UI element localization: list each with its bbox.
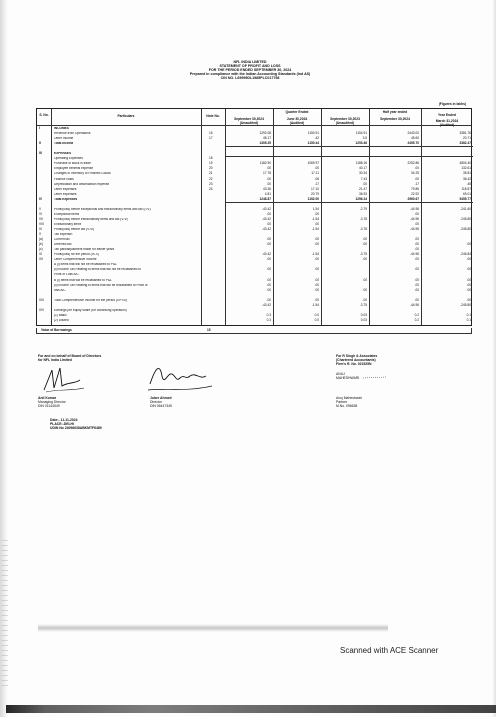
row-value: 30.34: [359, 171, 367, 176]
row-value: 0.2: [414, 317, 419, 322]
row-number: (c): [39, 247, 43, 252]
row-label: Other expenses: [54, 192, 77, 196]
row-value: -43.42: [261, 206, 271, 211]
row-value: .00: [466, 257, 471, 262]
row-label: Extraordinary items: [54, 222, 82, 226]
row-label: INCOMES: [54, 127, 69, 130]
col-particulars: Particulars: [117, 114, 135, 118]
row-value: -3.78: [359, 227, 367, 231]
auditor-name: Anuj Maheshwari: [336, 396, 363, 400]
row-value: 21.47: [359, 186, 367, 191]
row-number: III: [39, 151, 42, 156]
row-value: .00: [362, 277, 367, 282]
col-line: [51, 109, 52, 325]
row-note: 23: [209, 181, 213, 186]
row-value: 0.3: [266, 312, 271, 317]
col-y1: March 31,2024: [435, 119, 459, 123]
row-value: .00: [314, 267, 319, 272]
row-value: -43.42: [261, 227, 271, 231]
row-value: .00: [414, 267, 419, 272]
auditor-role: Partner: [336, 400, 348, 404]
row-value: -44.96: [409, 252, 419, 257]
row-label: (2) Diluted: [54, 318, 69, 322]
row-label: Total Expenses: [54, 197, 78, 201]
row-value: .00: [266, 257, 271, 262]
row-value: .00: [414, 297, 419, 302]
row-label: EXPENSES: [54, 152, 72, 156]
row-value: 20.71: [463, 136, 471, 141]
row-value: .00: [266, 277, 271, 282]
row-value: 35.81: [463, 171, 471, 176]
row-value: .00: [266, 287, 271, 292]
auditor-sign-line3: ANUJ: [336, 372, 345, 376]
row-label: Depreciation and amortization expense: [54, 182, 110, 186]
row-value: 4.81: [264, 191, 271, 196]
row-value: .00: [362, 181, 367, 186]
row-value: -245.80: [460, 227, 471, 231]
row-label: B (i) Items that will be reclassified to P&L: [54, 278, 112, 282]
row-number: VII: [39, 216, 43, 221]
row-value: .00: [314, 277, 319, 282]
row-value: -44.96: [409, 216, 419, 221]
scanner-watermark: Scanned with ACE Scanner: [340, 646, 439, 655]
row-value: 0.0: [314, 317, 319, 322]
row-value: 45.60: [411, 136, 419, 141]
row-value: .00: [314, 237, 319, 242]
row-value: .00: [266, 267, 271, 272]
row-value: 22.92: [411, 191, 419, 196]
scan-artifact-line: [38, 624, 388, 632]
row-value: .00: [466, 267, 471, 272]
row-value: -43.42: [261, 216, 271, 221]
row-value: 17.10: [311, 186, 319, 191]
col-note: Note No.: [206, 114, 220, 118]
row-value: .00: [314, 242, 319, 247]
md-din: DIN 01144549: [38, 404, 60, 408]
row-number: X: [39, 232, 42, 237]
sign-place: PLACE:-DELHI: [50, 422, 74, 426]
row-value: 1.54: [312, 206, 319, 211]
row-value: .00: [466, 287, 471, 292]
auditor-sign-line4: MAHESHWARI: [336, 376, 360, 380]
row-value: 1188.16: [355, 161, 367, 166]
row-value: .45: [466, 181, 471, 186]
row-value: 17.11: [311, 171, 319, 176]
row-value: 1253.46: [355, 141, 367, 146]
row-value: 5455.77: [459, 196, 471, 201]
row-value: -44.96: [409, 227, 419, 231]
row-value: .00: [266, 297, 271, 302]
row-value: 0.3: [266, 317, 271, 322]
row-value: -246.84: [460, 252, 471, 257]
col-line: [369, 109, 370, 325]
row-value: .00: [414, 247, 419, 252]
row-number: XII: [39, 257, 43, 262]
company-name: NFL INDIA LIMITED: [233, 60, 267, 64]
row-value: .00: [266, 211, 271, 216]
row-value: .00: [266, 166, 271, 171]
auditor-sub: (Chartered Accountants): [336, 358, 376, 362]
row-value: .00: [266, 221, 271, 226]
row-value: .00: [414, 237, 419, 242]
row-value: 79.86: [411, 186, 419, 191]
row-note: 16: [209, 131, 213, 136]
row-number: (b): [39, 242, 43, 247]
row-value: 7.43: [360, 176, 367, 181]
row-value: 1150.91: [307, 131, 319, 136]
subtotal-rule: [225, 156, 473, 157]
row-value: 2560.67: [407, 196, 419, 201]
row-value: 0.0: [314, 312, 319, 317]
row-value: 1305.25: [259, 141, 271, 146]
row-label: Finance costs: [54, 177, 74, 181]
row-number: IX: [39, 227, 43, 231]
row-value: 1248.87: [259, 196, 271, 201]
auditor-for-line: For R Singh & Associates: [336, 354, 378, 358]
row-value: .00: [466, 277, 471, 282]
statement-title: STATEMENT OF PROFIT AND LOSS: [219, 64, 281, 68]
row-value: -43.42: [261, 302, 271, 307]
row-value: 2455.70: [407, 141, 419, 146]
row-label: Tax expense:: [54, 233, 73, 237]
signature-md: [38, 364, 88, 394]
row-label: Changes in inventory of Finished Goods: [54, 172, 111, 176]
row-value: -3.78: [359, 216, 367, 221]
row-value: .00: [266, 242, 271, 247]
row-value: 4804.40: [459, 161, 471, 166]
row-value: .00: [314, 221, 319, 226]
row-value: 132.61: [461, 166, 471, 171]
row-label: Other Income: [54, 137, 74, 141]
md-name: Anil Kumar: [38, 396, 57, 400]
row-label: Other Comprehensive Income: [54, 258, 97, 262]
row-value: 0.2: [414, 312, 419, 317]
col-quarter-group: Quarter Ended: [285, 110, 309, 114]
row-value: .00: [362, 257, 367, 262]
row-value: .00: [266, 237, 271, 242]
row-value: .17: [314, 181, 319, 186]
row-label: (ii) Income Tax Relating to items that will be reclassified to Profit or: [54, 283, 148, 287]
row-value: .00: [414, 176, 419, 181]
row-value: 1152.00: [307, 196, 319, 201]
row-note: 18: [209, 156, 213, 161]
col-sno: S. No.: [39, 113, 49, 117]
row-number: IV: [39, 196, 43, 201]
row-value: 1150.44: [307, 141, 319, 146]
row-value: -44.96: [409, 206, 419, 211]
row-value: 17.78: [263, 171, 271, 176]
director-name: Juber Ahmed: [150, 396, 172, 400]
row-value: .00: [414, 242, 419, 247]
row-value: 43.36: [263, 186, 271, 191]
col-line: [225, 109, 226, 325]
row-value: .17: [414, 181, 419, 186]
row-label: Profit/(loss) before tax (V-VI): [54, 228, 95, 231]
row-number: VI: [39, 211, 43, 216]
row-number: VIII: [39, 221, 44, 226]
financial-statement: [28, 52, 472, 442]
row-value: 69.01: [463, 191, 471, 196]
col-q1: September 30,2024: [234, 117, 264, 121]
row-label: Deferred tax: [54, 243, 72, 247]
row-value: -245.80: [460, 302, 471, 307]
row-value: 3.5: [362, 136, 367, 141]
row-value: -1.54: [311, 216, 319, 221]
row-value: .00: [314, 257, 319, 262]
row-value: -245.80: [460, 216, 471, 221]
row-value: 0.1: [466, 312, 471, 317]
row-label: Profit/(loss) before exceptional and extraordinary items and tax (I-IV): [54, 207, 151, 211]
row-value: 0.1: [466, 317, 471, 322]
row-value: .00: [414, 277, 419, 282]
row-value: -44.96: [409, 302, 419, 307]
row-value: .00: [466, 242, 471, 247]
header-rule: [37, 125, 471, 126]
md-role: Managing Director: [38, 400, 66, 404]
row-value: 45.17: [263, 136, 271, 141]
row-number: II: [39, 141, 41, 146]
page-right-edge: [492, 0, 496, 717]
row-value: 1292.08: [259, 131, 271, 136]
row-value: 3382.47: [459, 141, 471, 146]
sign-date: Date:- 11-11-2024: [50, 418, 78, 422]
row-value: 3381.76: [459, 131, 471, 136]
row-label: loss A/C: [54, 288, 66, 292]
row-label: Operating Expenses: [54, 157, 83, 161]
row-value: .00: [362, 242, 367, 247]
row-value: -241.60: [460, 206, 471, 211]
row-value: .00: [414, 282, 419, 287]
row-value: .00: [314, 297, 319, 302]
row-value: -2.79: [359, 206, 367, 211]
row-label: Employee benefits expense: [54, 167, 94, 171]
row-value: -1.54: [311, 302, 319, 307]
row-number: I: [39, 126, 40, 130]
row-value: 20.79: [311, 191, 319, 196]
borrowings-label: Value of Borrowings: [41, 328, 72, 332]
row-value: 36.93: [359, 191, 367, 196]
row-value: .00: [466, 297, 471, 302]
row-value: 36.42: [463, 176, 471, 181]
col-half-group: Half year ended: [382, 110, 408, 114]
row-number: XI: [39, 252, 43, 257]
row-value: .06: [314, 176, 319, 181]
col-line: [321, 109, 322, 325]
row-value: .00: [362, 297, 367, 302]
row-note: 19: [209, 161, 213, 166]
row-value: 1256.24: [355, 196, 367, 201]
row-value: .00: [266, 282, 271, 287]
col-y1-sub: (Audited): [439, 123, 455, 127]
row-value: 118.57: [461, 186, 471, 191]
board-for-line: For and on behalf of Board of Directors: [38, 354, 102, 358]
borrowings-row: [36, 328, 472, 334]
scan-bottom-stripe: [6, 705, 496, 713]
row-label: A (i) Items that will not be reclassified to P&L: [54, 263, 117, 267]
row-value: 1182.90: [259, 161, 271, 166]
row-value: .00: [266, 181, 271, 186]
director-din: DIN 06447345: [150, 404, 172, 408]
row-label: Tax paid/adjustment made for earlier years: [54, 248, 115, 252]
row-number: XIV: [39, 307, 45, 312]
row-value: .00: [266, 176, 271, 181]
row-value: .00: [414, 211, 419, 216]
row-value: .00: [362, 287, 367, 292]
row-label: (ii) Income Tax Relating to items that will not be reclassified to: [54, 268, 141, 272]
subtotal-rule: [225, 202, 473, 203]
digital-signature-mark: [362, 372, 388, 382]
row-value: .00: [362, 237, 367, 242]
borrowings-value: 15: [207, 328, 211, 332]
board-company: for NFL India Limited: [38, 358, 72, 362]
row-label: Profit or Loss A/C: [54, 273, 79, 277]
row-value: -1.54: [311, 252, 319, 257]
row-value: -1.54: [311, 227, 319, 231]
row-label: Exceptional Items: [54, 212, 80, 216]
row-value: 1154.91: [355, 131, 367, 136]
row-label: Profit/(loss) for the period (IX-X): [54, 253, 99, 257]
col-q3: September 30,2023: [330, 117, 360, 121]
col-q2: June 30,2024: [286, 117, 308, 121]
row-label: Earnings per equity share (for continuing operation): [54, 308, 127, 312]
col-q1-sub: (Unaudited): [239, 121, 259, 125]
row-note: 24: [209, 186, 213, 191]
auditor-frn: Firm's R. No. 021525N: [336, 362, 372, 366]
signature-block: [28, 352, 472, 442]
col-q3-sub: (Unaudited): [335, 121, 355, 125]
udin: UDIN No 24096638ABKMTF6489: [50, 426, 102, 430]
pl-table: [36, 108, 472, 326]
row-label: Revenue from Operations: [54, 132, 91, 136]
row-value: .00: [314, 211, 319, 216]
row-label: Other expenses: [54, 187, 77, 191]
row-value: 34.25: [411, 171, 419, 176]
row-value: 0.03: [360, 317, 367, 322]
row-value: .42: [314, 136, 319, 141]
row-note: 22: [209, 176, 213, 181]
row-label: Total Income: [54, 142, 74, 146]
row-value: .00: [414, 221, 419, 226]
compliance-line: Prepared in compliance with the Indian Accounting Standards (Ind AS): [189, 72, 311, 76]
row-value: -43.42: [261, 252, 271, 257]
col-line: [421, 109, 422, 325]
col-line: [273, 109, 274, 325]
row-note: 20: [209, 166, 213, 171]
row-value: .00: [314, 287, 319, 292]
row-value: 1069.97: [307, 161, 319, 166]
row-label: (1) Basic: [54, 313, 67, 317]
row-number: (a): [39, 237, 43, 242]
col-line: [201, 109, 202, 325]
row-note: 17: [209, 136, 213, 141]
col-h1: September 30,2024: [380, 117, 410, 121]
row-label: Total Comprehensive Income for the period (XI+XII): [54, 298, 127, 302]
row-label: Current tax: [54, 238, 70, 242]
row-value: .00: [414, 166, 419, 171]
row-value: .00: [414, 257, 419, 262]
col-year-group: Year Ended: [438, 113, 456, 117]
row-value: -3.75: [359, 302, 367, 307]
statement-period: FOR THE PERIOD ENDED SEPTEMBER 30, 2024: [208, 68, 292, 72]
row-value: .00: [466, 282, 471, 287]
row-value: 2443.00: [407, 131, 419, 136]
row-note: 21: [209, 171, 213, 176]
signature-director: [146, 362, 216, 394]
row-label: Purchase of stock in trade: [54, 162, 91, 166]
row-value: .00: [314, 166, 319, 171]
row-label: Profit/(loss) before extraordinary items and tax (V-VI): [54, 217, 129, 221]
row-number: V: [39, 206, 42, 211]
scan-smudge: [2, 540, 8, 690]
row-number: XIII: [39, 297, 44, 302]
row-value: .00: [414, 287, 419, 292]
row-value: 0.03: [360, 312, 367, 317]
row-value: 40.17: [359, 166, 367, 171]
row-value: -3.75: [359, 252, 367, 257]
subtotal-rule: [225, 146, 473, 147]
row-value: .00: [314, 282, 319, 287]
auditor-mno: M.No. 096638: [336, 404, 358, 408]
figures-note: (Figures in lakhs): [438, 102, 466, 106]
row-value: 2252.86: [407, 161, 419, 166]
director-role: Director: [150, 400, 162, 404]
col-q2-sub: (Audited): [289, 121, 305, 125]
cin-line: CIN NO. L65999DL1985PLC017798: [220, 76, 280, 80]
